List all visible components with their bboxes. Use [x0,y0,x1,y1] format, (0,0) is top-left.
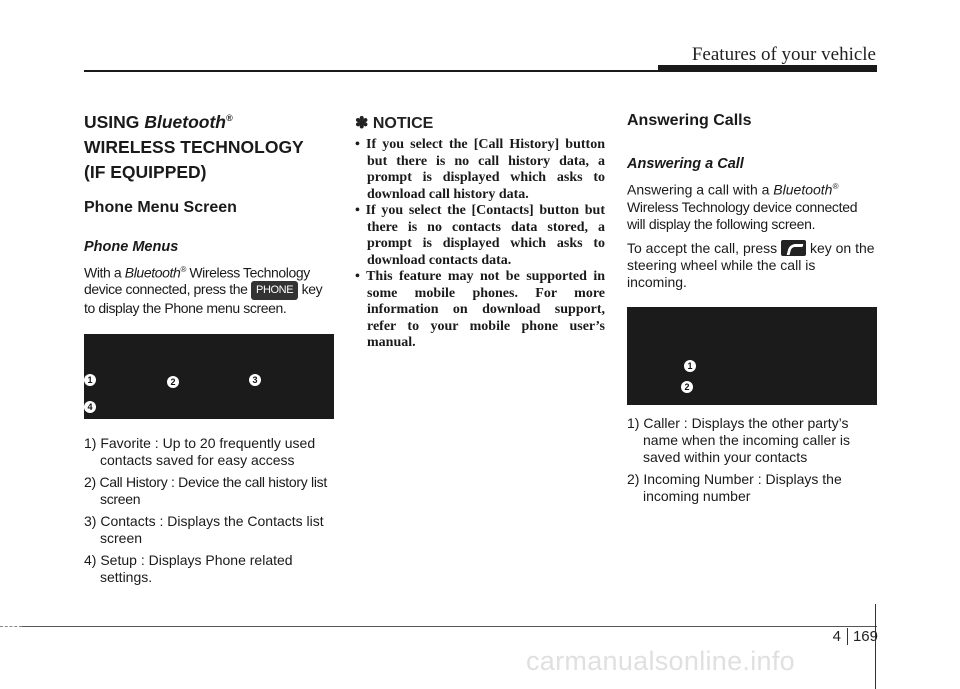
incoming-call-list [627,415,879,505]
phone-menu-screen-image [84,334,334,419]
notice-icon: ✽ [355,115,369,132]
list-item: 4) Setup : Displays Phone related settings. [84,552,293,586]
incoming-call-screen-image [627,307,877,405]
list-item: 2) Call History : Device the call history list screen [84,474,327,508]
running-header: Features of your vehicle [691,44,876,65]
section-heading [84,106,334,185]
footer-rule [22,626,877,627]
watermark: carmanualsonline.info [526,646,795,676]
list-item: 1) Favorite : Up to 20 frequently used contacts saved for easy access [84,435,316,469]
marker-1: 1 [84,374,96,386]
intro-paragraph [84,261,334,318]
subheading: Phone Menu Screen [84,198,237,216]
heading-reg-mark: ® [225,113,233,123]
page-number-value: 169 [852,628,878,645]
intro-text-c: key to display the Phone menu screen. [84,281,323,317]
intro-text-b: Wireless Technology device connected, press the [84,264,310,298]
p1-bluetooth: Bluetooth [773,181,833,198]
list-item: 2) Incoming Number : Displays the incoming number [627,470,842,504]
header-rule [84,70,877,72]
p1-text-b: Wireless Technology device connected will display the following screen. [627,198,858,232]
p2-text-b: key on the steering wheel while the call is incoming. [627,239,875,290]
list-item: 3) Contacts : Displays the Contacts list screen [84,513,324,547]
intro-reg-mark: ® [180,264,186,274]
marker-2: 2 [167,376,179,388]
notice-item: • If you select the [Call History] button but there is no call history data, a prompt is displayed which asks to download call history data. [355,137,605,202]
section-heading: Answering Calls [627,112,752,129]
section-title: Answering a Call [627,156,744,172]
heading-bluetooth: Bluetooth [144,111,226,132]
footer-crop-line [875,604,876,689]
notice-list [355,137,605,352]
heading-line3: (IF EQUIPPED) [84,161,207,182]
page-number [833,628,878,645]
chapter-number: 4 [833,628,848,645]
p1-reg-mark: ® [832,182,839,191]
marker-1: 1 [684,360,696,372]
section-title: Phone Menus [84,238,179,255]
notice-item: • This feature may not be supported in some mobile phones. For more information on download support, refer to your mobile phone user’s manual. [355,269,605,350]
phone-menu-list [84,435,334,586]
marker-4: 4 [84,401,96,413]
p1-text-a: Answering a call with a [627,181,770,198]
footer-dash [0,626,22,627]
notice-title [355,113,605,133]
marker-2: 2 [681,381,693,393]
heading-line2: WIRELESS TECHNOLOGY [84,136,304,157]
paragraph-answer [627,178,879,233]
notice-label: NOTICE [372,115,434,132]
heading-word-using: USING [84,111,140,132]
paragraph-accept [627,240,879,291]
column-notice [355,106,605,352]
call-answer-key-icon [781,240,806,256]
list-item: 1) Caller : Displays the other party’s name when the incoming caller is saved within your contacts [627,414,850,465]
notice-item: • If you select the [Contacts] button but there is no contacts data stored, a prompt is displayed which asks to download contacts data. [355,203,605,268]
column-phone-menu [84,106,334,591]
intro-text-a: With a [84,264,122,281]
p2-text-a: To accept the call, press [627,239,778,256]
phone-key-icon: PHONE [251,281,298,300]
marker-3: 3 [249,374,261,386]
column-answering-calls [627,106,879,510]
intro-bluetooth: Bluetooth [124,264,181,281]
